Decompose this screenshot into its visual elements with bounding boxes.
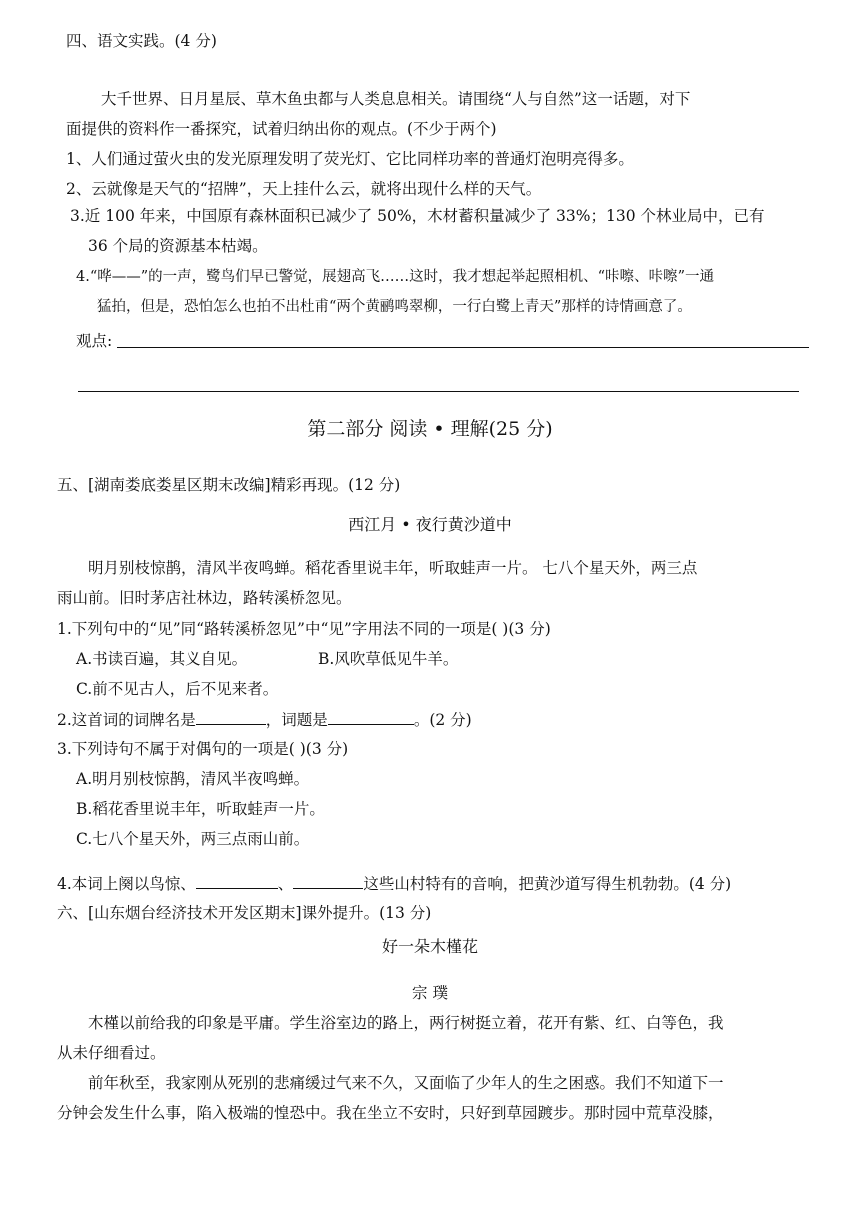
article-paragraph-1-line1: 木槿以前给我的印象是平庸。学生浴室边的路上，两行树挺立着，花开有紫、红、白等色，我	[88, 1014, 724, 1032]
question-1-option-b: B.风吹草低见牛羊。	[318, 650, 459, 668]
section4-intro-line1: 大千世界、日月星辰、草木鱼虫都与人类息息相关。请围绕“人与自然”这一话题，对下	[101, 90, 691, 108]
question-3-option-a: A.明月别枝惊鹊，清风半夜鸣蝉。	[76, 770, 310, 788]
question-2-part-a: 2.这首词的词牌名是	[57, 711, 196, 729]
article-paragraph-2-line1: 前年秋至，我家刚从死别的悲痛缓过气来不久，又面临了少年人的生之困惑。我们不知道下一	[88, 1074, 724, 1092]
viewpoint-label: 观点:	[76, 332, 113, 350]
question-1-option-a: A.书读百遍，其义自见。	[76, 650, 248, 668]
poem-title: 西江月 • 夜行黄沙道中	[348, 515, 512, 534]
poem-line-1: 明月别枝惊鹊，清风半夜鸣蝉。稻花香里说丰年，听取蛙声一片。 七八个星天外，两三点	[88, 559, 698, 577]
section5-heading: 五、[湖南娄底娄星区期末改编]精彩再现。(12 分)	[57, 476, 401, 494]
material-item-3-line1: 3.近 100 年来，中国原有森林面积已减少了 50%，木材蓄积量减少了 33%；130 个林业局中，已有	[70, 207, 765, 225]
question-1-option-c: C.前不见古人，后不见来者。	[76, 680, 279, 698]
material-item-1: 1、人们通过萤火虫的发光原理发明了荧光灯、它比同样功率的普通灯泡明亮得多。	[66, 150, 634, 168]
question-3-option-b: B.稻花香里说丰年，听取蛙声一片。	[76, 800, 325, 818]
article-author: 宗 璞	[412, 984, 448, 1002]
poem-line-2: 雨山前。旧时茅店社林边，路转溪桥忽见。	[57, 589, 352, 607]
section4-intro-line2: 面提供的资料作一番探究，试着归纳出你的观点。(不少于两个)	[66, 120, 497, 138]
material-item-4-line1: 4.“哗——”的一声，鹭鸟们早已警觉，展翅高飞……这时，我才想起举起照相机、“咔嚓、咔嚓”一通	[76, 269, 714, 285]
question-4-blank-1[interactable]	[196, 872, 278, 889]
question-4	[57, 872, 731, 895]
question-4-part-a: 4.本词上阕以鸟惊、	[57, 875, 196, 893]
question-2-blank-2[interactable]	[328, 708, 414, 725]
section4-heading: 四、语文实践。(4 分)	[66, 32, 217, 50]
article-paragraph-1-line2: 从未仔细看过。	[57, 1044, 166, 1062]
question-2	[57, 708, 472, 731]
question-2-blank-1[interactable]	[196, 708, 266, 725]
section6-heading: 六、[山东烟台经济技术开发区期末]课外提升。(13 分)	[57, 904, 432, 922]
question-3-option-c: C.七八个星天外，两三点雨山前。	[76, 830, 310, 848]
question-4-blank-2[interactable]	[293, 872, 363, 889]
question-1: 1.下列句中的“见”同“路转溪桥忽见”中“见”字用法不同的一项是( )(3 分)	[57, 620, 551, 638]
question-4-part-c: 这些山村特有的音响，把黄沙道写得生机勃勃。(4 分)	[363, 875, 732, 893]
question-3: 3.下列诗句不属于对偶句的一项是( )(3 分)	[57, 740, 349, 758]
viewpoint-answer-line-1[interactable]	[117, 347, 809, 348]
viewpoint-answer-line-2[interactable]	[78, 391, 799, 392]
material-item-3-line2: 36 个局的资源基本枯竭。	[88, 237, 268, 255]
material-item-4-line2: 猛拍，但是，恐怕怎么也拍不出杜甫“两个黄鹂鸣翠柳，一行白鹭上青天”那样的诗情画意了。	[97, 299, 692, 315]
part2-title: 第二部分 阅读 • 理解(25 分)	[307, 418, 553, 440]
question-2-part-b: ，词题是	[265, 711, 328, 729]
question-2-part-c: 。(2 分)	[413, 711, 472, 729]
article-title: 好一朵木槿花	[381, 937, 478, 956]
article-paragraph-2-line2: 分钟会发生什么事，陷入极端的惶恐中。我在坐立不安时，只好到草园踱步。那时园中荒草没膝，	[57, 1104, 724, 1122]
question-4-part-b: 、	[277, 875, 294, 893]
material-item-2: 2、云就像是天气的“招牌”，天上挂什么云，就将出现什么样的天气。	[66, 180, 542, 198]
